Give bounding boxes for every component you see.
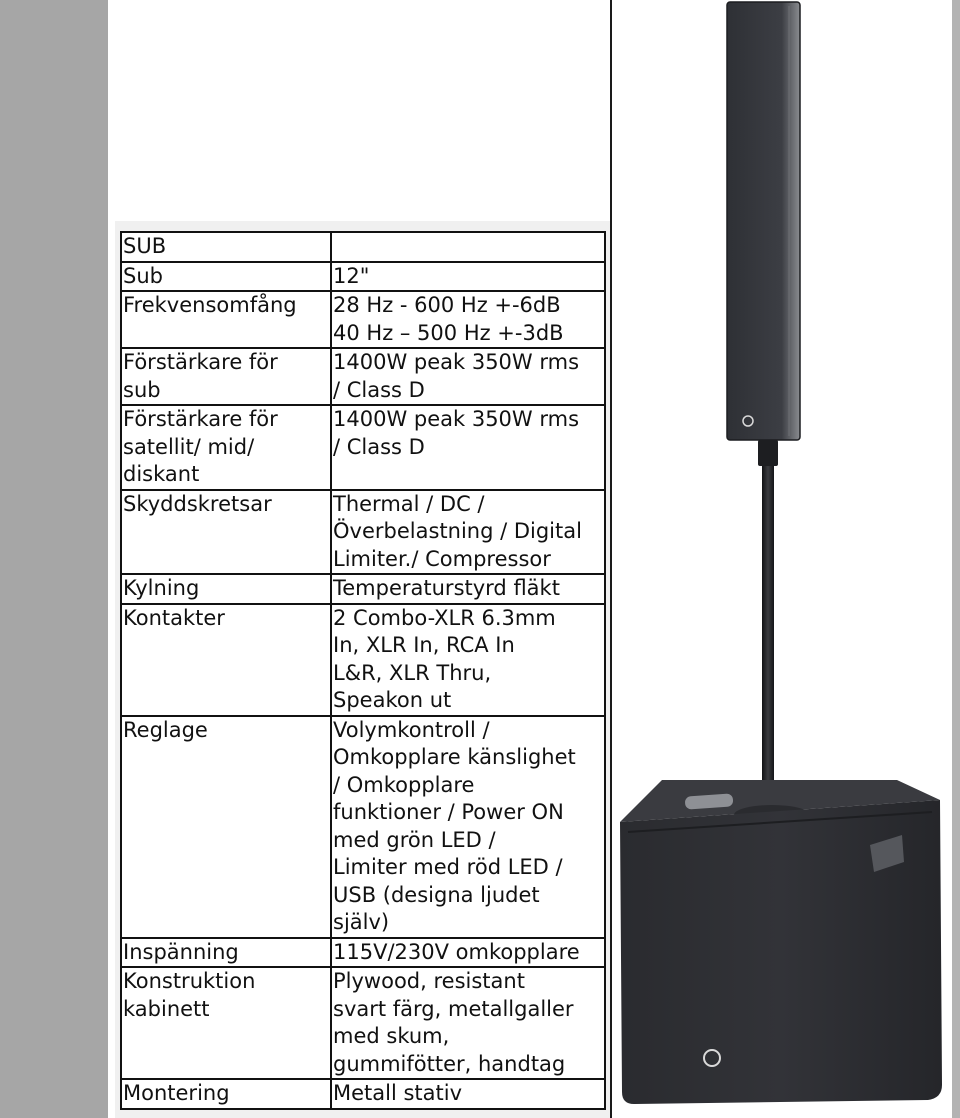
spec-value: 12" — [331, 262, 605, 292]
spec-value: Thermal / DC / Överbelastning / Digital Limiter./ Compressor — [331, 490, 605, 575]
table-row — [121, 262, 605, 292]
spec-value: Volymkontroll / Omkopplare känslighet / Omkopplare funktioner / Power ON med grön LED / Limiter med röd LED / USB (designa ljudet själv) — [331, 716, 605, 938]
speaker-system-photo — [612, 0, 952, 1118]
spec-label: Förstärkare för sub — [121, 348, 331, 405]
table-row — [121, 291, 605, 348]
spec-label: Reglage — [121, 716, 331, 938]
spec-label: Konstruktion kabinett — [121, 967, 331, 1079]
spec-label: Frekvensomfång — [121, 291, 331, 348]
spec-label: Kontakter — [121, 604, 331, 716]
spec-value — [331, 232, 605, 262]
spec-value: Temperaturstyrd fläkt — [331, 574, 605, 604]
spec-label: Inspänning — [121, 938, 331, 968]
spec-table — [120, 231, 606, 1110]
table-row — [121, 716, 605, 938]
spec-label: Förstärkare för satellit/ mid/ diskant — [121, 405, 331, 490]
spec-value: 28 Hz - 600 Hz +-6dB 40 Hz – 500 Hz +-3dB — [331, 291, 605, 348]
table-row — [121, 348, 605, 405]
spec-label: SUB — [121, 232, 331, 262]
table-row — [121, 574, 605, 604]
right-gutter — [952, 0, 960, 1118]
spec-label: Sub — [121, 262, 331, 292]
column-speaker — [727, 2, 800, 440]
table-row — [121, 1079, 605, 1109]
table-row — [121, 938, 605, 968]
spec-value: 1400W peak 350W rms / Class D — [331, 405, 605, 490]
spec-label: Skyddskretsar — [121, 490, 331, 575]
spec-value: Metall stativ — [331, 1079, 605, 1109]
spec-label: Montering — [121, 1079, 331, 1109]
spec-label: Kylning — [121, 574, 331, 604]
left-gutter — [0, 0, 108, 1118]
spec-value: 2 Combo-XLR 6.3mm In, XLR In, RCA In L&R, XLR Thru, Speakon ut — [331, 604, 605, 716]
spec-value: 115V/230V omkopplare — [331, 938, 605, 968]
table-row — [121, 232, 605, 262]
pole — [758, 440, 778, 820]
spec-value: Plywood, resistant svart färg, metallgaller med skum, gummifötter, handtag — [331, 967, 605, 1079]
table-row — [121, 604, 605, 716]
table-row — [121, 490, 605, 575]
table-row — [121, 405, 605, 490]
subwoofer-cabinet — [620, 780, 942, 1104]
spec-value: 1400W peak 350W rms / Class D — [331, 348, 605, 405]
table-row — [121, 967, 605, 1079]
